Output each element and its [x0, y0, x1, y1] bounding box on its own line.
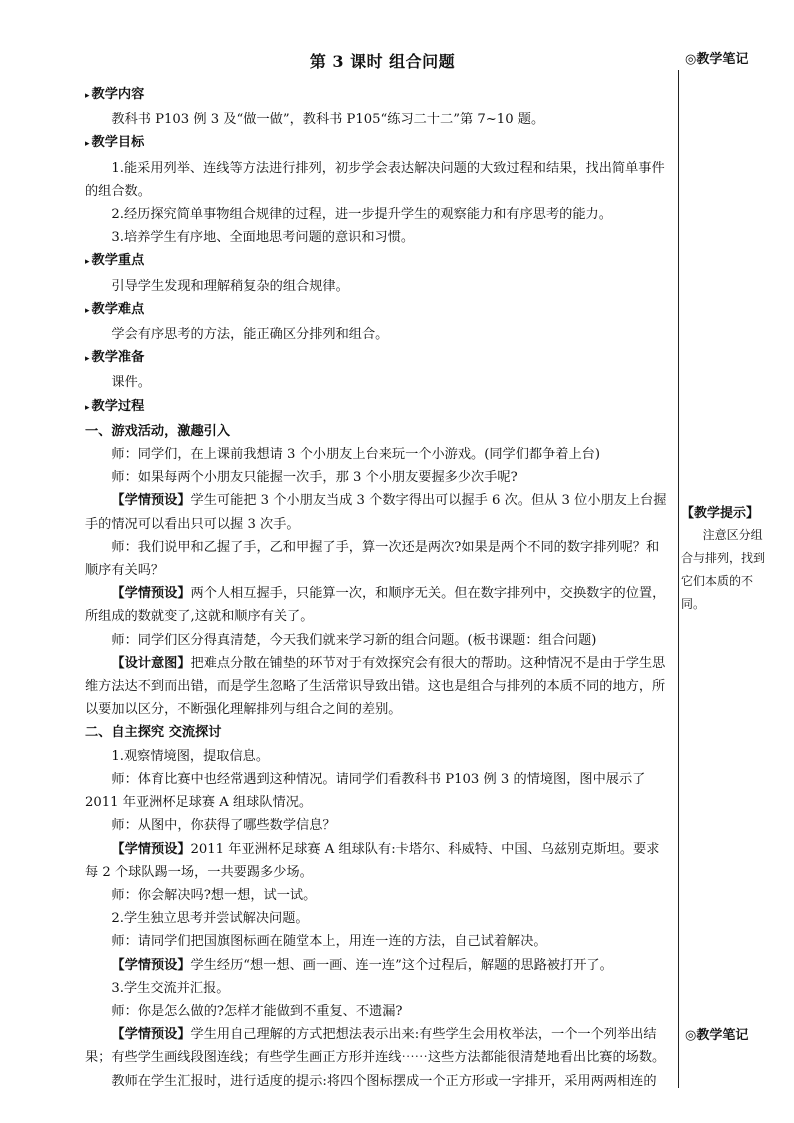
paragraph: 1.能采用列举、连线等方法进行排列，初步学会表达解决问题的大致过程和结果，找出简单事件的组合数。: [85, 160, 665, 199]
triangle-bullet-icon: ▸: [85, 354, 90, 365]
section-heading: [85, 249, 670, 274]
paragraph-text: 2011 年亚洲杯足球赛 A 组球队有:卡塔尔、科威特、中国、乌兹别克斯坦。要求每 2 个球队踢一场，一共要踢多少场。: [85, 841, 660, 880]
paragraph-text: 学生用自己理解的方式把想法表示出来:有些学生会用枚举法，一个一个列举出结果；有些学生画线段图连线；有些学生画正方形并连线⋯⋯这些方法都能很清楚地看出比赛的场数。: [85, 1027, 666, 1066]
lesson-body: [85, 83, 670, 1093]
annotation-tag: 【学情预设】: [111, 1027, 191, 1043]
section-heading-text: 教学准备: [91, 350, 145, 366]
triangle-bullet-icon: ▸: [85, 257, 90, 268]
paragraph: 师：你会解决吗?想一想，试一试。: [111, 887, 317, 903]
subsection-heading: 一、游戏活动，激趣引入: [85, 423, 231, 439]
annotated-paragraph: [85, 954, 670, 977]
paragraph: 教师在学生汇报时，进行适度的提示:将四个图标摆成一个正方形或一字排开，采用两两相连的: [111, 1073, 657, 1089]
section-heading-text: 教学难点: [91, 301, 145, 317]
annotation-tag: 【学情预设】: [111, 493, 191, 509]
annotation-tag: 【学情预设】: [111, 841, 191, 857]
page-title: 第 3 课时 组合问题: [309, 52, 456, 71]
paragraph: 2.经历探究简单事物组合规律的过程，进一步提升学生的观察能力和有序思考的能力。: [111, 207, 612, 223]
paragraph: 师：我们说甲和乙握了手，乙和甲握了手，算一次还是两次?如果是两个不同的数字排列呢？和顺序有关吗？: [85, 539, 660, 579]
annotated-paragraph: [85, 1023, 670, 1069]
paragraph: 2.学生独立思考并尝试解决问题。: [111, 911, 309, 927]
annotated-paragraph: [85, 838, 670, 884]
subsection-heading: 二、自主探究 交流探讨: [85, 725, 222, 741]
paragraph: 师：同学们，在上课前我想请 3 个小朋友上台来玩一个小游戏。(同学们都争着上台): [111, 447, 601, 463]
triangle-bullet-icon: ▸: [85, 305, 90, 316]
triangle-bullet-icon: ▸: [85, 139, 90, 150]
section-heading-text: 教学内容: [91, 87, 145, 102]
teaching-tip-body: 注意区分组合与排列，找到它们本质的不同。: [681, 528, 766, 611]
paragraph: 学会有序思考的方法，能正确区分排列和组合。: [111, 327, 389, 343]
section-heading-text: 教学重点: [91, 253, 145, 269]
section-heading: [85, 346, 670, 371]
annotated-paragraph: [85, 489, 670, 535]
paragraph: 师：同学们区分得真清楚，今天我们就来学习新的组合问题。(板书课题：组合问题): [111, 632, 597, 648]
paragraph: 课件。: [111, 375, 151, 391]
section-heading: [85, 298, 670, 323]
annotated-paragraph: [85, 582, 670, 628]
paragraph: 1.观察情境图，提取信息。: [111, 748, 270, 764]
paragraph: 教科书 P103 例 3 及“做一做”，教科书 P105“练习二十二”第 7~10 题。: [111, 112, 545, 128]
paragraph: 师：如果每两个小朋友只能握一次手，那 3 个小朋友要握多少次手呢?: [111, 470, 518, 486]
triangle-bullet-icon: ▸: [85, 91, 90, 101]
section-heading: [85, 131, 670, 156]
annotation-tag: 【设计意图】: [111, 655, 191, 671]
annotation-tag: 【学情预设】: [111, 957, 191, 973]
paragraph: 师：体育比赛中也经常遇到这种情况。请同学们看教科书 P103 例 3 的情境图，图中展示了 2011 年亚洲杯足球赛 A 组球队情况。: [85, 771, 646, 811]
annotation-tag: 【学情预设】: [111, 586, 191, 602]
section-heading: [85, 395, 670, 420]
margin-divider: [678, 70, 679, 1088]
paragraph-text: 两个人相互握手，只能算一次，和顺序无关。但在数字排列中，交换数字的位置，所组成的数就变了,这就和顺序有关了。: [85, 586, 666, 625]
paragraph: 3.培养学生有序地、全面地思考问题的意识和习惯。: [111, 230, 415, 246]
paragraph: 引导学生发现和理解稍复杂的组合规律。: [111, 278, 349, 294]
triangle-bullet-icon: ▸: [85, 402, 90, 413]
paragraph-text: 学生经历“想一想、画一画、连一连”这个过程后，解题的思路被打开了。: [190, 957, 613, 973]
paragraph: 师：你是怎么做的?怎样才能做到不重复、不遗漏?: [111, 1003, 403, 1019]
teaching-tip-title: 【教学提示】: [681, 506, 760, 521]
paragraph-text: 把难点分散在铺垫的环节对于有效探究会有很大的帮助。这种情况不是由于学生思维方法达不到而出错，而是学生忽略了生活常识导致出错。这也是组合与排列的本质不同的地方，所以要加以区分，不断强化理解排列与组合之间的差别。: [85, 655, 666, 718]
section-heading-text: 教学目标: [91, 135, 145, 151]
section-heading: [85, 83, 670, 108]
paragraph: 师：请同学们把国旗图标画在随堂本上，用连一连的方法，自己试着解决。: [111, 934, 547, 950]
teaching-notes-label-bottom: ◎教学笔记: [685, 1028, 749, 1043]
paragraph: 师：从图中，你获得了哪些数学信息？: [111, 818, 336, 834]
annotated-paragraph: [85, 652, 670, 722]
teaching-notes-label-top: ◎教学笔记: [685, 52, 749, 67]
paragraph: 3.学生交流并汇报。: [111, 980, 230, 996]
section-heading-text: 教学过程: [91, 398, 145, 414]
paragraph-text: 学生可能把 3 个小朋友当成 3 个数字得出可以握手 6 次。但从 3 位小朋友上台握手的情况可以看出只可以握 3 次手。: [85, 493, 667, 532]
